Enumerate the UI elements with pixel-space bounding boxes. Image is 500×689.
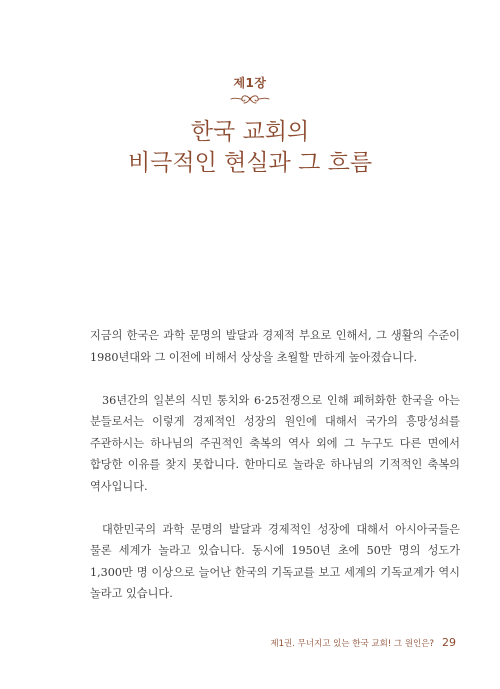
chapter-title	[0, 117, 500, 179]
page-number: 29	[442, 636, 456, 649]
flourish-ornament-icon	[228, 92, 272, 106]
paragraph: 대한민국의 과학 문명의 발달과 경제적인 성장에 대해서 아시아국들은 물론 세계가 놀라고 있습니다. 동시에 1950년 초에 50만 명의 성도가 1,300만 명 이상으로 늘어난 한국의 기독교를 보고 세계의 기독교계가 역시 놀라고 있습니다.	[90, 522, 460, 600]
chapter-title-line: 비극적인 현실과 그 흐름	[127, 150, 373, 176]
body-text	[90, 325, 460, 626]
chapter-label: 제1장	[233, 76, 267, 90]
page-footer	[270, 636, 456, 649]
chapter-title-line: 한국 교회의	[190, 119, 310, 145]
paragraph: 지금의 한국은 과학 문명의 발달과 경제적 부요로 인해서, 그 생활의 수준이 1980년대와 그 이전에 비해서 상상을 초월할 만하게 높아졌습니다.	[90, 329, 460, 364]
running-title: 제1권. 무너지고 있는 한국 교회! 그 원인은?	[270, 639, 434, 649]
paragraph: 36년간의 일본의 식민 통치와 6·25전쟁으로 인해 폐허화한 한국을 아는 분들로서는 이렇게 경제적인 성장의 원인에 대해서 국가의 흥망성쇠를 주관하시는 하나님의 주권적인 축복의 역사 외에 그 누구도 다른 면에서 합당한 이유를 찾지 못합니다. 한마디로 놀라운 하나님의 기적적인 축복의 역사입니다.	[90, 393, 460, 493]
